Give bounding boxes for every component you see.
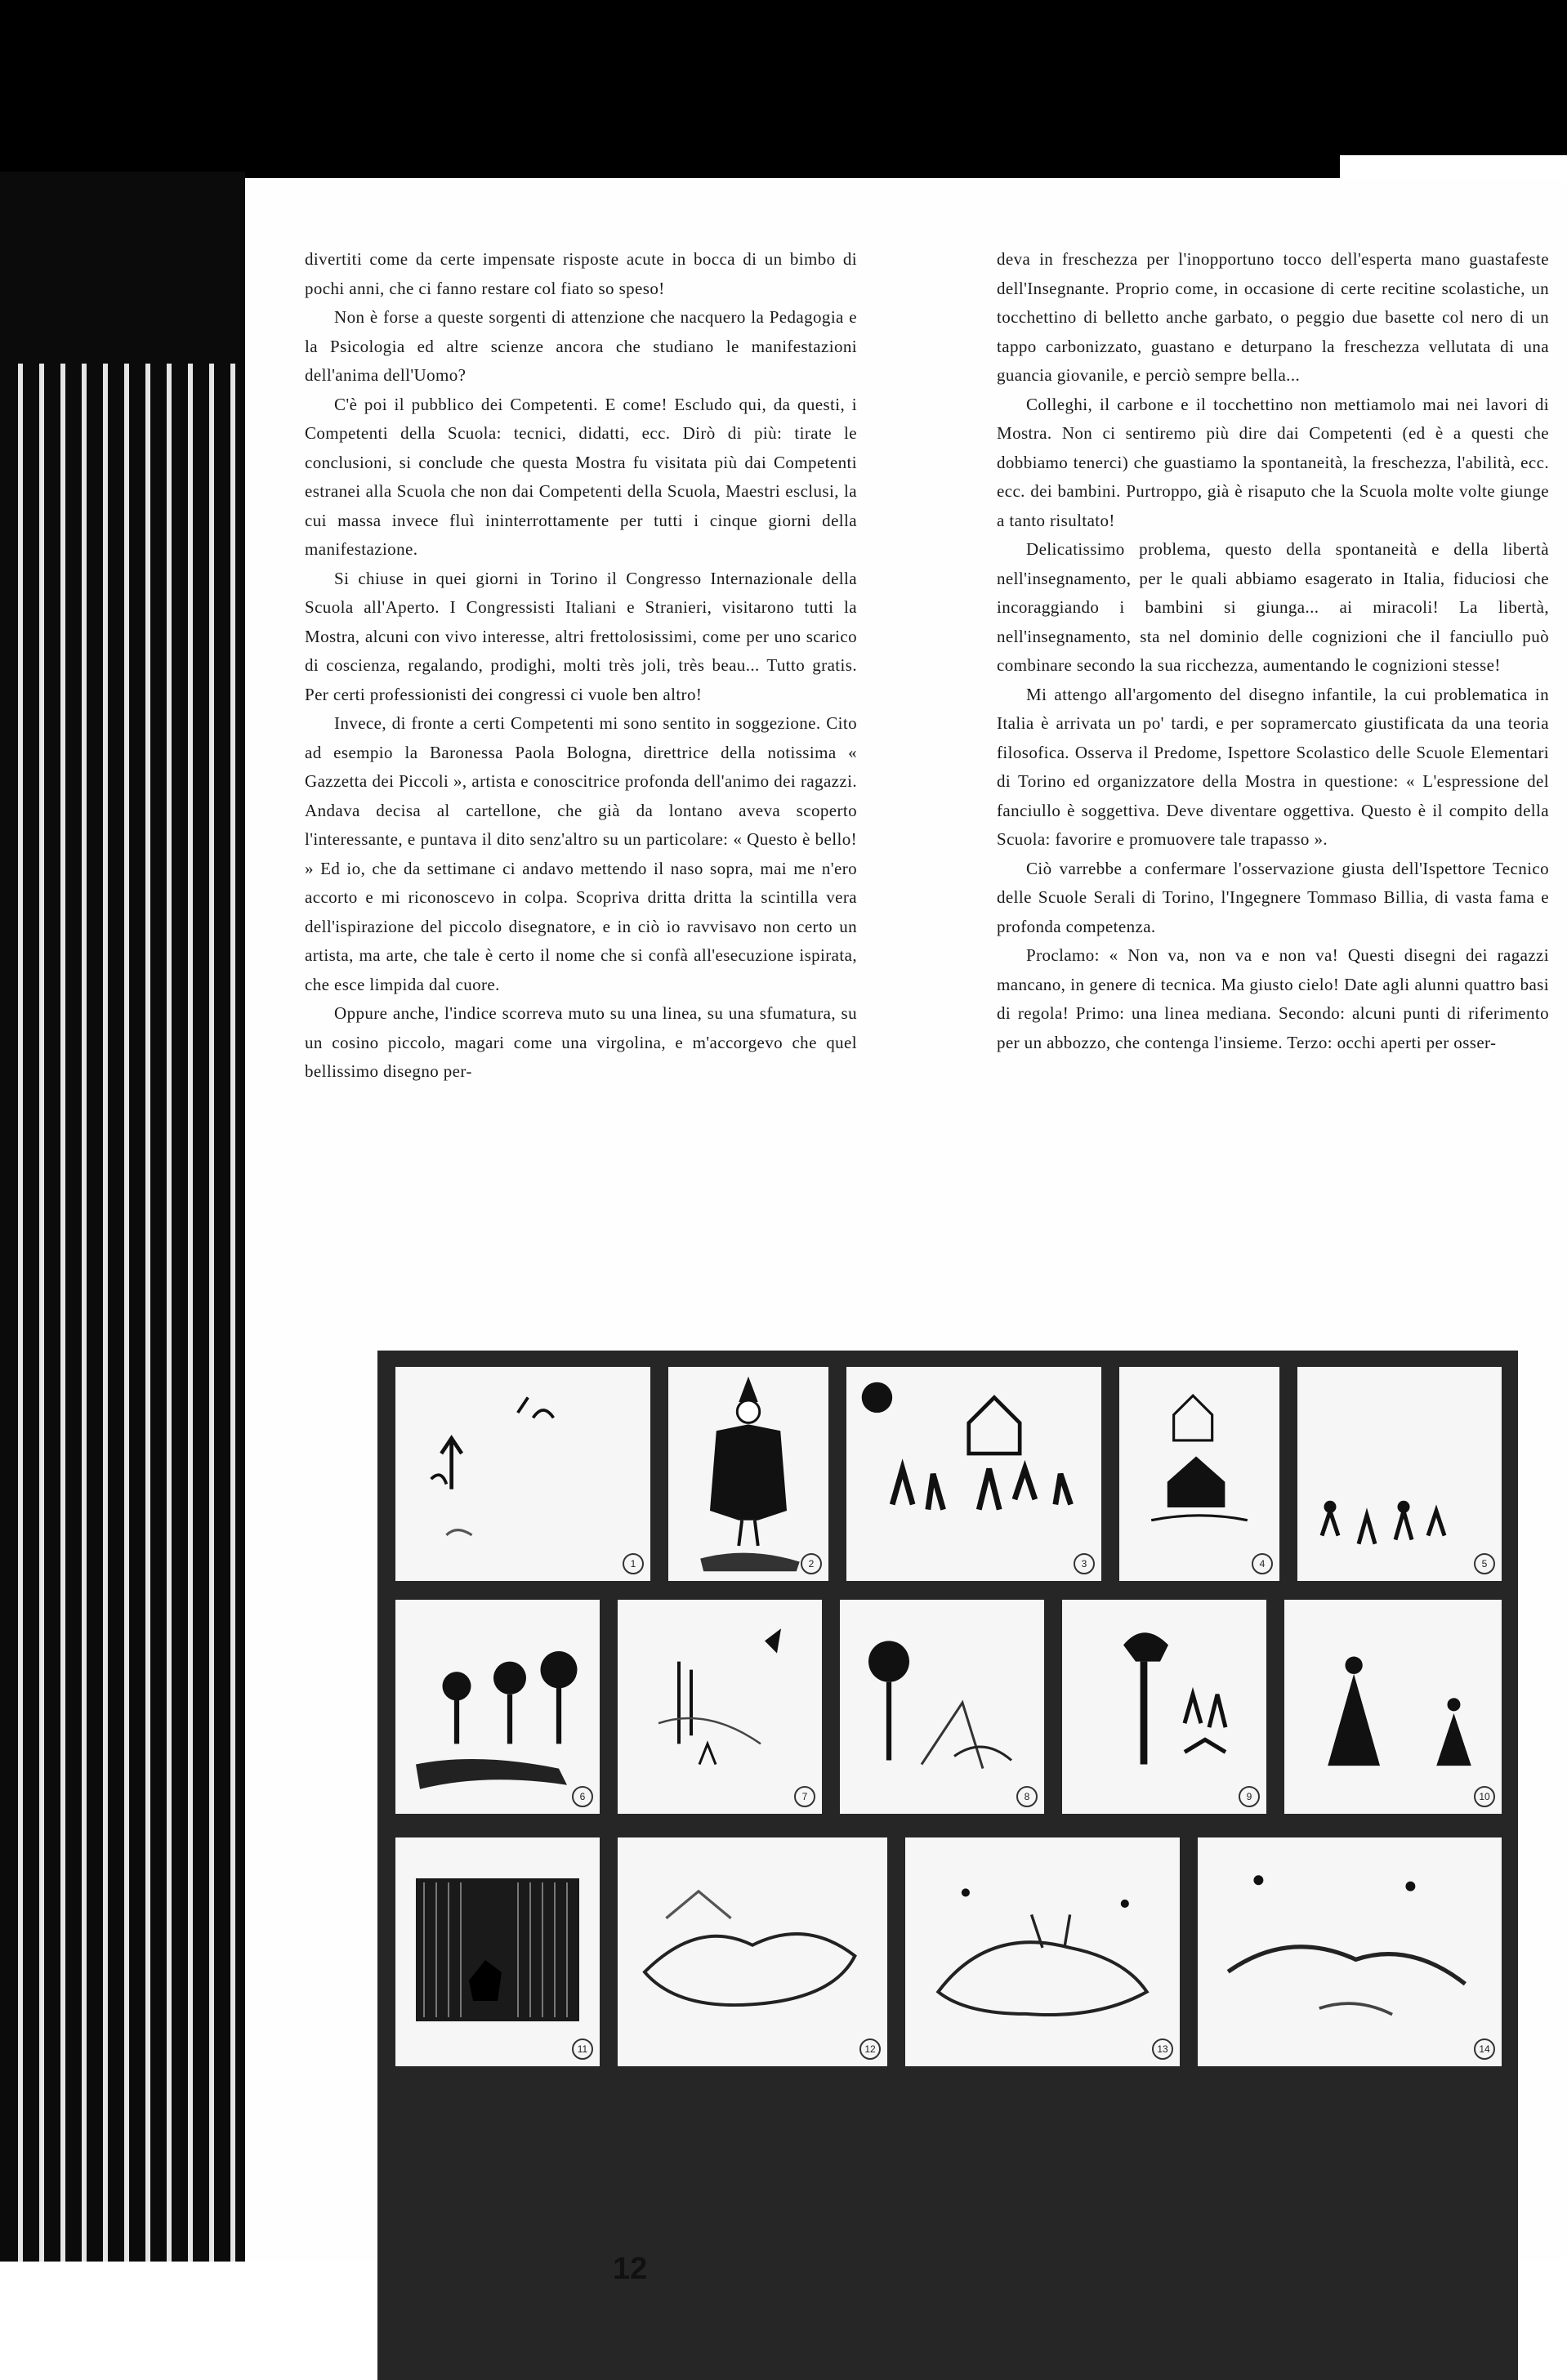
- drawing-card: [618, 1600, 822, 1814]
- card-number: 12: [859, 2038, 881, 2060]
- book-page: [245, 178, 1567, 2286]
- card-number: 10: [1474, 1786, 1495, 1807]
- drawing-card: [1284, 1600, 1502, 1814]
- drawing-card: [1198, 1837, 1502, 2066]
- card-number: 4: [1252, 1553, 1273, 1574]
- book-page-edges: [0, 172, 245, 2262]
- page-edge-line: [103, 364, 108, 2262]
- card-number: 11: [572, 2038, 593, 2060]
- card-number: 2: [801, 1553, 822, 1574]
- drawing-card: [618, 1837, 887, 2066]
- right-text-column: [997, 245, 1549, 1057]
- page-edge-line: [18, 364, 23, 2262]
- card-number: 7: [794, 1786, 815, 1807]
- paragraph: Colleghi, il carbone e il tocchettino non mettiamolo mai nei lavori di Mostra. Non ci sentiremo più dire dai Competenti (ed è a questi che dobbiamo tenerci) che guastiamo la spontaneità, la freschezza, l'abilità, ecc. ecc. dei bambini. Purtroppo, già è risaputo che la Scuola molte volte giunge a tanto risultato!: [997, 394, 1549, 530]
- paragraph: deva in freschezza per l'inopportuno tocco dell'esperta mano guastafeste dell'Insegnante. Proprio come, in occasione di certe recitine scolastiche, un tocchettino di belletto anche garbato, o peggio due basette col nero di un tappo carbonizzato, guastano e deturpano la freschezza vellutata di una guancia giovanile, e perciò sempre bella...: [997, 249, 1549, 385]
- drawing-card: [395, 1837, 600, 2066]
- drawing-card: [905, 1837, 1180, 2066]
- drawing-card: [846, 1367, 1101, 1581]
- paragraph: Ciò varrebbe a confermare l'osservazione giusta dell'Ispettore Tecnico delle Scuole Serali di Torino, l'Ingegnere Tommaso Billia, di vasta fama e profonda competenza.: [997, 858, 1549, 936]
- paragraph: Oppure anche, l'indice scorreva muto su una linea, su una sfumatura, su un cosino piccolo, magari come una virgolina, e m'accorgevo che quel bellissimo disegno per-: [305, 1003, 857, 1081]
- page-edge-line: [124, 364, 129, 2262]
- page-edge-line: [60, 364, 65, 2262]
- paragraph: C'è poi il pubblico dei Competenti. E come! Escludo qui, da questi, i Competenti della Scuola: tecnici, didatti, ecc. Dirò di più: tirate le conclusioni, si conclude che questa Mostra fu visitata più dai Competenti estranei alla Scuola che non dai Competenti della Scuola, Maestri esclusi, la cui massa invece fluì ininterrottamente per tutti i cinque giorni della manifestazione.: [305, 394, 857, 559]
- paragraph: Si chiuse in quei giorni in Torino il Congresso Internazionale della Scuola all'Aperto. I Congressisti Italiani e Stranieri, visitarono tutti la Mostra, alcuni con vivo interesse, altri frettolosissimi, come per uno scarico di coscienza, regalando, prodighi, molti très joli, très beau... Tutto gratis. Per certi professionisti dei congressi ci vuole ben altro!: [305, 568, 857, 704]
- paragraph: Non è forse a queste sorgenti di attenzione che nacquero la Pedagogia e la Psicologia ed altre scienze ancora che studiano le manifestazioni dell'anima dell'Uomo?: [305, 307, 857, 385]
- drawing-card: [1119, 1367, 1279, 1581]
- paragraph: Mi attengo all'argomento del disegno infantile, la cui problematica in Italia è arrivata un po' tardi, e per sopramercato giustificata da una teoria filosofica. Osserva il Predome, Ispettore Scolastico delle Scuole Elementari di Torino ed organizzatore della Mostra in questione: « L'espressione del fanciullo è soggettiva. Deve diventare oggettiva. Questo è il compito della Scuola: favorire e promuovere tale trapasso ».: [997, 684, 1549, 849]
- page-edge-line: [82, 364, 87, 2262]
- drawing-card: [1297, 1367, 1502, 1581]
- page-edge-line: [145, 364, 150, 2262]
- drawing-card: [1062, 1600, 1266, 1814]
- paragraph: Invece, di fronte a certi Competenti mi sono sentito in soggezione. Cito ad esempio la Baronessa Paola Bologna, direttrice della notissima « Gazzetta dei Piccoli », artista e conoscitrice profonda dell'animo dei ragazzi. Andava decisa al cartellone, che già da lontano aveva scoperto l'interessante, e puntava il dito senz'altro su un particolare: « Questo è bello! » Ed io, che da settimane ci andavo mettendo il naso sopra, mai me n'ero accorto e mi riconoscevo in colpa. Scopriva dritta dritta la scintilla vera dell'ispirazione del piccolo disegnatore, e in ciò io ravvisavo non certo un artista, ma arte, che tale è certo il nome che si confà all'esecuzione ispirata, che esce limpida dal cuore.: [305, 713, 857, 994]
- page-edge-line: [39, 364, 44, 2262]
- card-number: 5: [1474, 1553, 1495, 1574]
- children-drawings-photo: [377, 1351, 1518, 2380]
- card-number: 1: [623, 1553, 644, 1574]
- scan-top-border: [0, 0, 1567, 188]
- page-edge-line: [167, 364, 172, 2262]
- drawing-card: [668, 1367, 828, 1581]
- page-edge-line: [188, 364, 193, 2262]
- drawing-card: [395, 1600, 600, 1814]
- card-number: 6: [572, 1786, 593, 1807]
- drawing-card: [395, 1367, 650, 1581]
- card-number: 9: [1239, 1786, 1260, 1807]
- card-number: 8: [1016, 1786, 1038, 1807]
- card-number: 13: [1152, 2038, 1173, 2060]
- page-edge-line: [230, 364, 235, 2262]
- photo-gap: [1510, 1596, 1518, 1604]
- left-text-column: [305, 245, 857, 1087]
- drawing-card: [840, 1600, 1044, 1814]
- card-number: 3: [1074, 1553, 1095, 1574]
- paragraph: Delicatissimo problema, questo della spontaneità e della libertà nell'insegnamento, per le quali abbiamo esagerato in Italia, fiduciosi che incoraggiando i bambini si giunga... ai miracoli! La libertà, nell'insegnamento, sta nel dominio delle cognizioni che il fanciullo può combinare secondo la sua ricchezza, aumentando le cognizioni stesse!: [997, 539, 1549, 675]
- paragraph: divertiti come da certe impensate risposte acute in bocca di un bimbo di pochi anni, che ci fanno restare col fiato so speso!: [305, 249, 857, 298]
- page-number: 12: [613, 2252, 648, 2286]
- card-number: 14: [1474, 2038, 1495, 2060]
- paragraph: Proclamo: « Non va, non va e non va! Questi disegni dei ragazzi mancano, in genere di tecnica. Ma giusto cielo! Date agli alunni quattro basi di regola! Primo: una linea mediana. Secondo: alcuni punti di riferimento per un abbozzo, che contenga l'insieme. Terzo: occhi aperti per osser-: [997, 945, 1549, 1052]
- page-edge-line: [209, 364, 214, 2262]
